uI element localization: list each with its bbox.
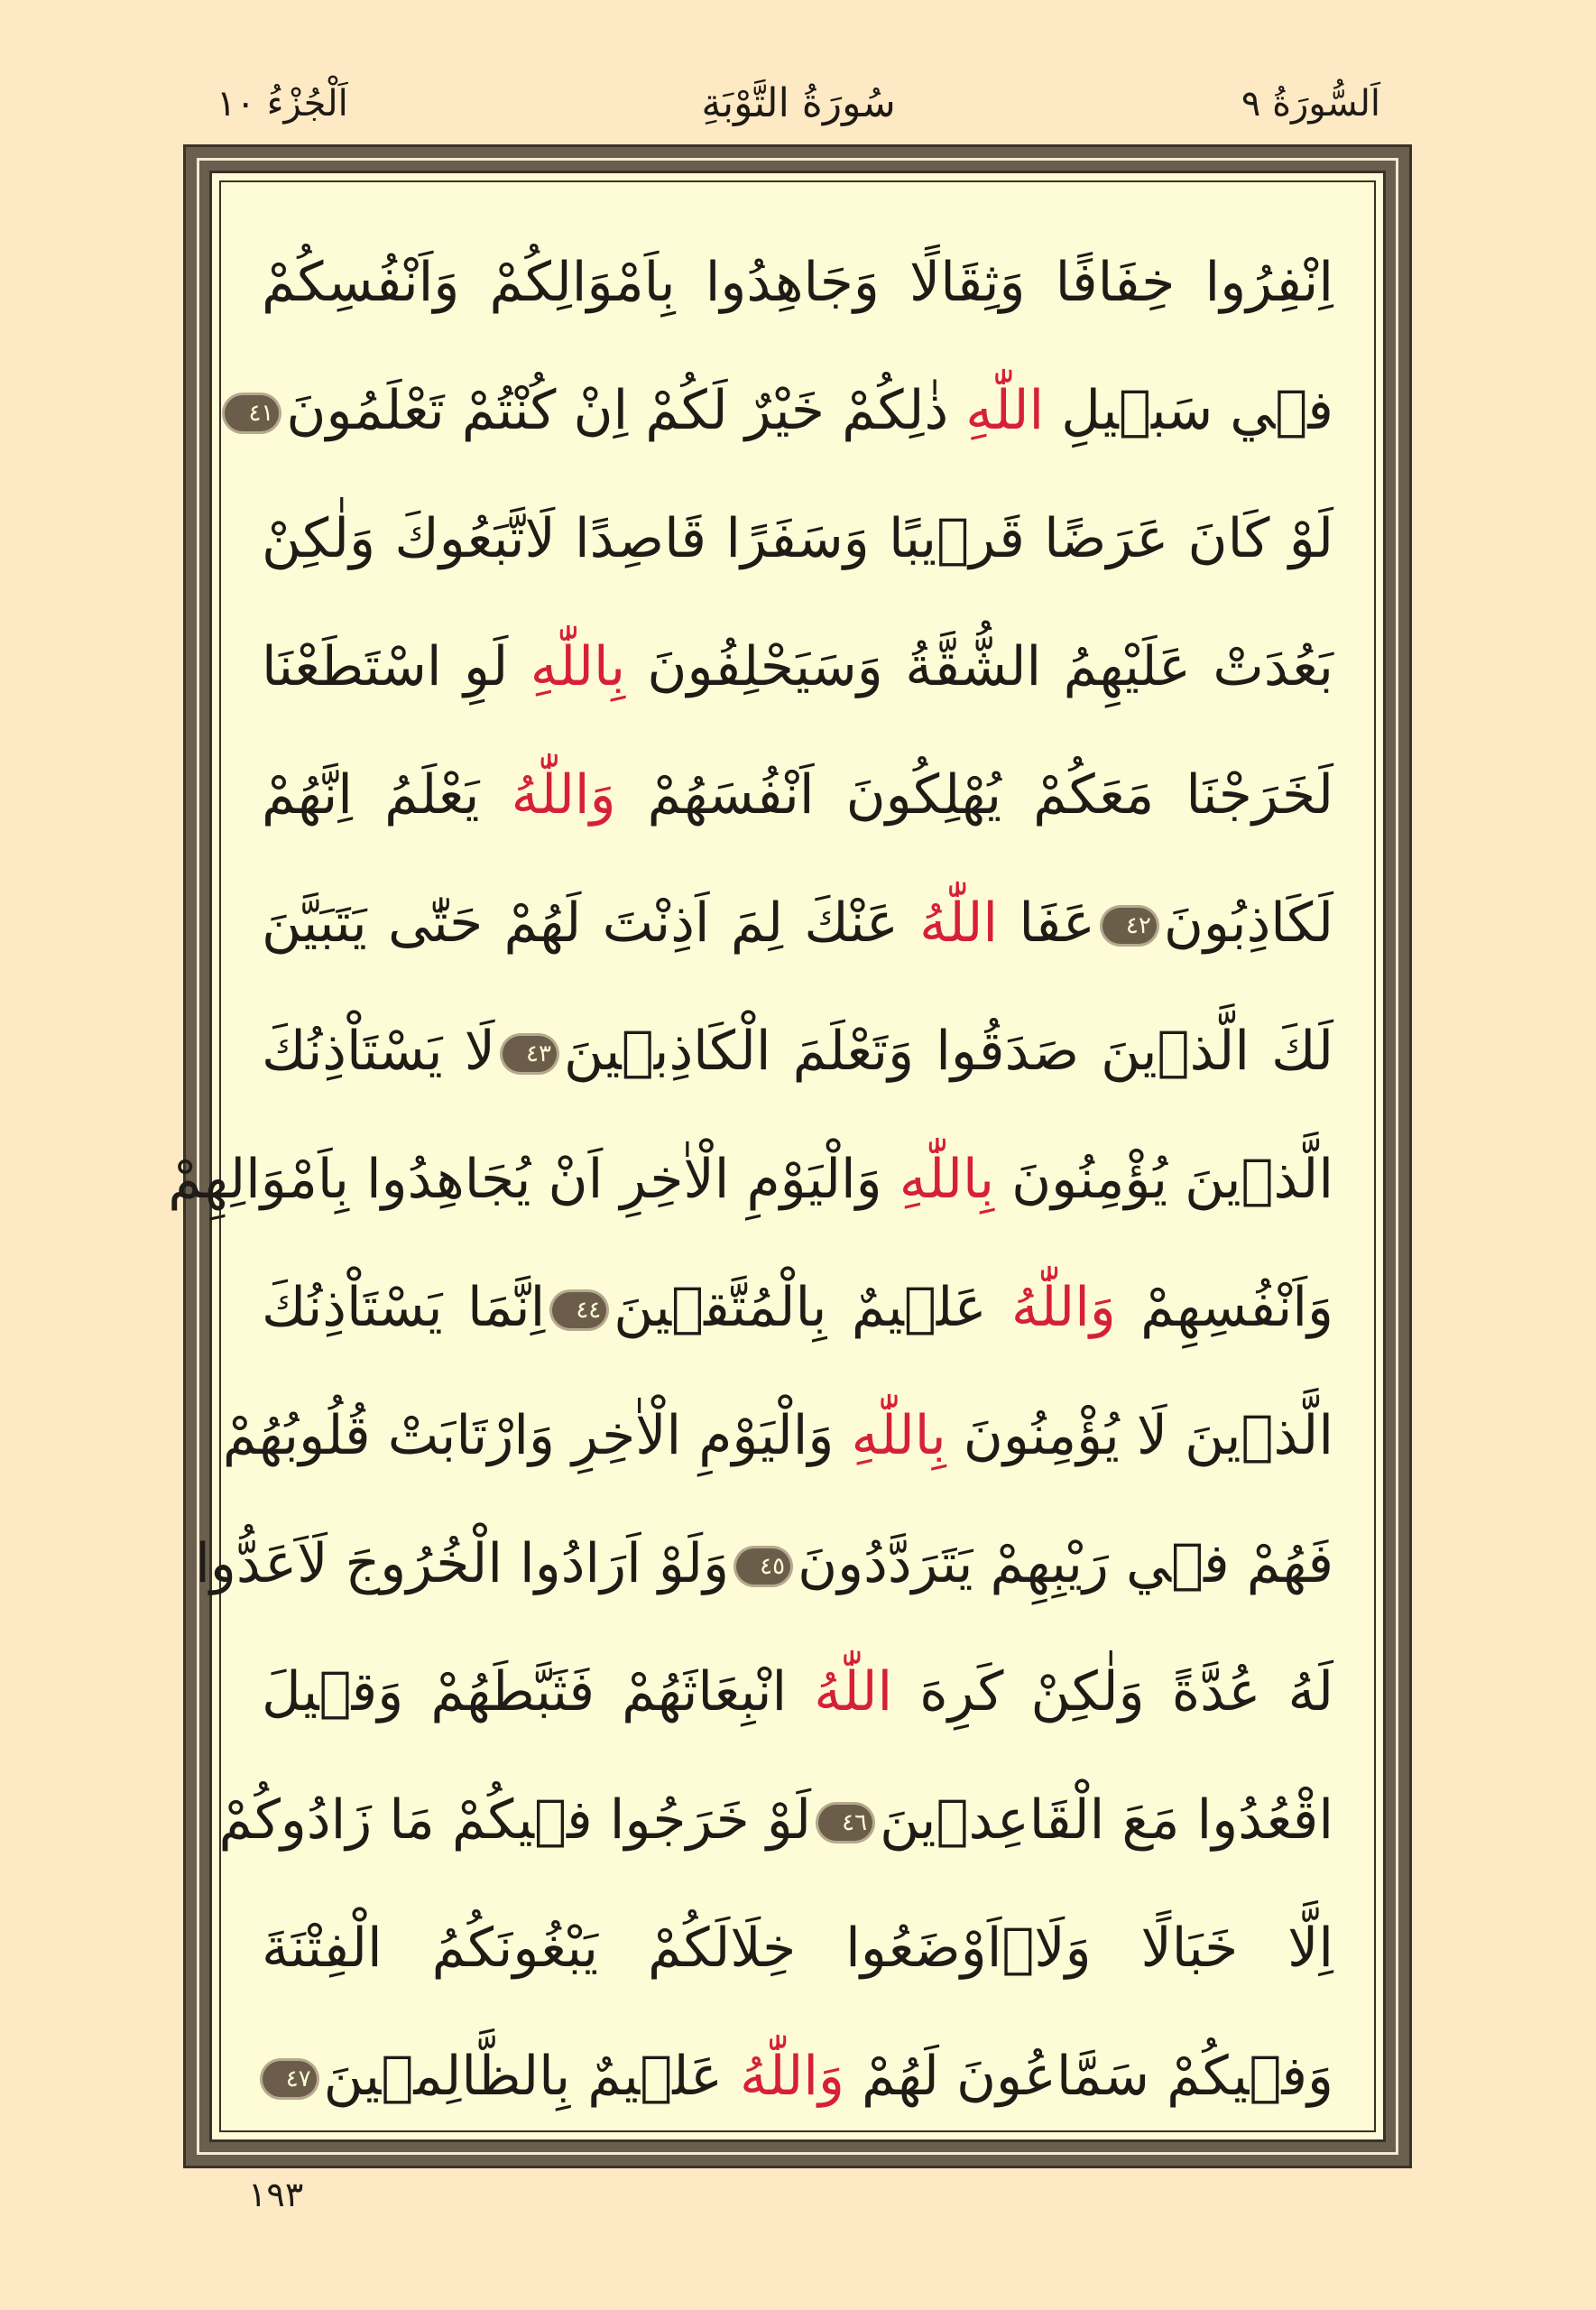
text-line-9: وَاَنْفُسِهِمْ وَاللّٰهُ عَلٖيمٌ بِالْمُتَّقٖينَ٤٤اِنَّمَا يَسْتَاْذِنُكَ: [262, 1276, 1333, 1339]
divine-name: اللّٰهُ: [919, 892, 999, 955]
page-header: [217, 72, 1380, 135]
text-line-7: لَكَ الَّذٖينَ صَدَقُوا وَتَعْلَمَ الْكَاذِبٖينَ٤٣لَا يَسْتَاْذِنُكَ: [262, 1020, 1334, 1083]
ayah-number-marker: ٤١: [225, 395, 279, 431]
quran-text: [168, 218, 1334, 2108]
text-line-2: فٖي سَبٖيلِ اللّٰهِ ذٰلِكُمْ خَيْرٌ لَكُمْ اِنْ كُنْتُمْ تَعْلَمُونَ٤١: [262, 346, 1333, 475]
text-line-8: الَّذٖينَ يُؤْمِنُونَ بِاللّٰهِ وَالْيَوْمِ الْاٰخِرِ اَنْ يُجَاهِدُوا بِاَمْوَالِهِمْ: [168, 1148, 1333, 1211]
text-line-10: الَّذٖينَ لَا يُؤْمِنُونَ بِاللّٰهِ وَالْيَوْمِ الْاٰخِرِ وَارْتَابَتْ قُلُوبُهُمْ: [222, 1404, 1333, 1467]
divine-name: اللّٰهِ: [965, 379, 1045, 442]
divine-name: اللّٰهُ: [814, 1660, 893, 1723]
divine-name: وَاللّٰهُ: [740, 2045, 844, 2108]
divine-name: وَاللّٰهُ: [1010, 1276, 1116, 1339]
ayah-number-marker: ٤٢: [1102, 908, 1157, 944]
text-line-14: اِلَّا خَبَالًا وَلَا۬اَوْضَعُوا خِلَالَكُمْ يَبْغُونَكُمُ الْفِتْنَةَ: [262, 1917, 1333, 1980]
surah-number: اَلسُّورَةُ ٩: [1241, 83, 1380, 125]
text-line-15: وَفٖيكُمْ سَمَّاعُونَ لَهُمْ وَاللّٰهُ عَلٖيمٌ بِالظَّالِمٖينَ٤٧: [262, 2012, 1333, 2140]
page-number: ١٩٣: [248, 2175, 304, 2214]
juz-number: اَلْجُزْءُ ١٠: [217, 83, 348, 125]
ayah-number-marker: ٤٧: [263, 2061, 317, 2097]
text-line-12: لَهُ عُدَّةً وَلٰكِنْ كَرِهَ اللّٰهُ انْبِعَاثَهُمْ فَثَبَّطَهُمْ وَقٖيلَ: [262, 1660, 1333, 1723]
divine-name: بِاللّٰهِ: [851, 1404, 946, 1467]
divine-name: بِاللّٰهِ: [530, 635, 626, 698]
text-line-5: لَخَرَجْنَا مَعَكُمْ يُهْلِكُونَ اَنْفُسَهُمْ وَاللّٰهُ يَعْلَمُ اِنَّهُمْ: [262, 763, 1333, 827]
text-line-6: لَكَاذِبُونَ٤٢عَفَا اللّٰهُ عَنْكَ لِمَ اَذِنْتَ لَهُمْ حَتّٰى يَتَبَيَّنَ: [262, 892, 1333, 955]
text-panel: [168, 171, 1386, 2142]
text-line-4: بَعُدَتْ عَلَيْهِمُ الشُّقَّةُ وَسَيَحْلِفُونَ بِاللّٰهِ لَوِ اسْتَطَعْنَا: [262, 635, 1334, 698]
ayah-number-marker: ٤٦: [818, 1805, 872, 1841]
ayah-number-marker: ٤٥: [736, 1548, 790, 1585]
text-line-11: فَهُمْ فٖي رَيْبِهِمْ يَتَرَدَّدُونَ٤٥وَلَوْ اَرَادُوا الْخُرُوجَ لَاَعَدُّوا: [195, 1532, 1333, 1595]
divine-name: وَاللّٰهُ: [511, 763, 616, 827]
ayah-number-marker: ٤٣: [503, 1036, 557, 1072]
text-line-3: لَوْ كَانَ عَرَضًا قَرٖيبًا وَسَفَرًا قَاصِدًا لَاتَّبَعُوكَ وَلٰكِنْ: [262, 507, 1333, 570]
text-line-1: اِنْفِرُوا خِفَافًا وَثِقَالًا وَجَاهِدُوا بِاَمْوَالِكُمْ وَاَنْفُسِكُمْ: [262, 251, 1333, 314]
surah-title: سُورَةُ التَّوْبَةِ: [701, 80, 896, 126]
divine-name: بِاللّٰهِ: [899, 1148, 995, 1211]
page-frame: [168, 144, 1412, 2168]
text-line-13: اقْعُدُوا مَعَ الْقَاعِدٖينَ٤٦لَوْ خَرَجُوا فٖيكُمْ مَا زَادُوكُمْ: [218, 1788, 1333, 1852]
ayah-number-marker: ٤٤: [552, 1292, 606, 1328]
